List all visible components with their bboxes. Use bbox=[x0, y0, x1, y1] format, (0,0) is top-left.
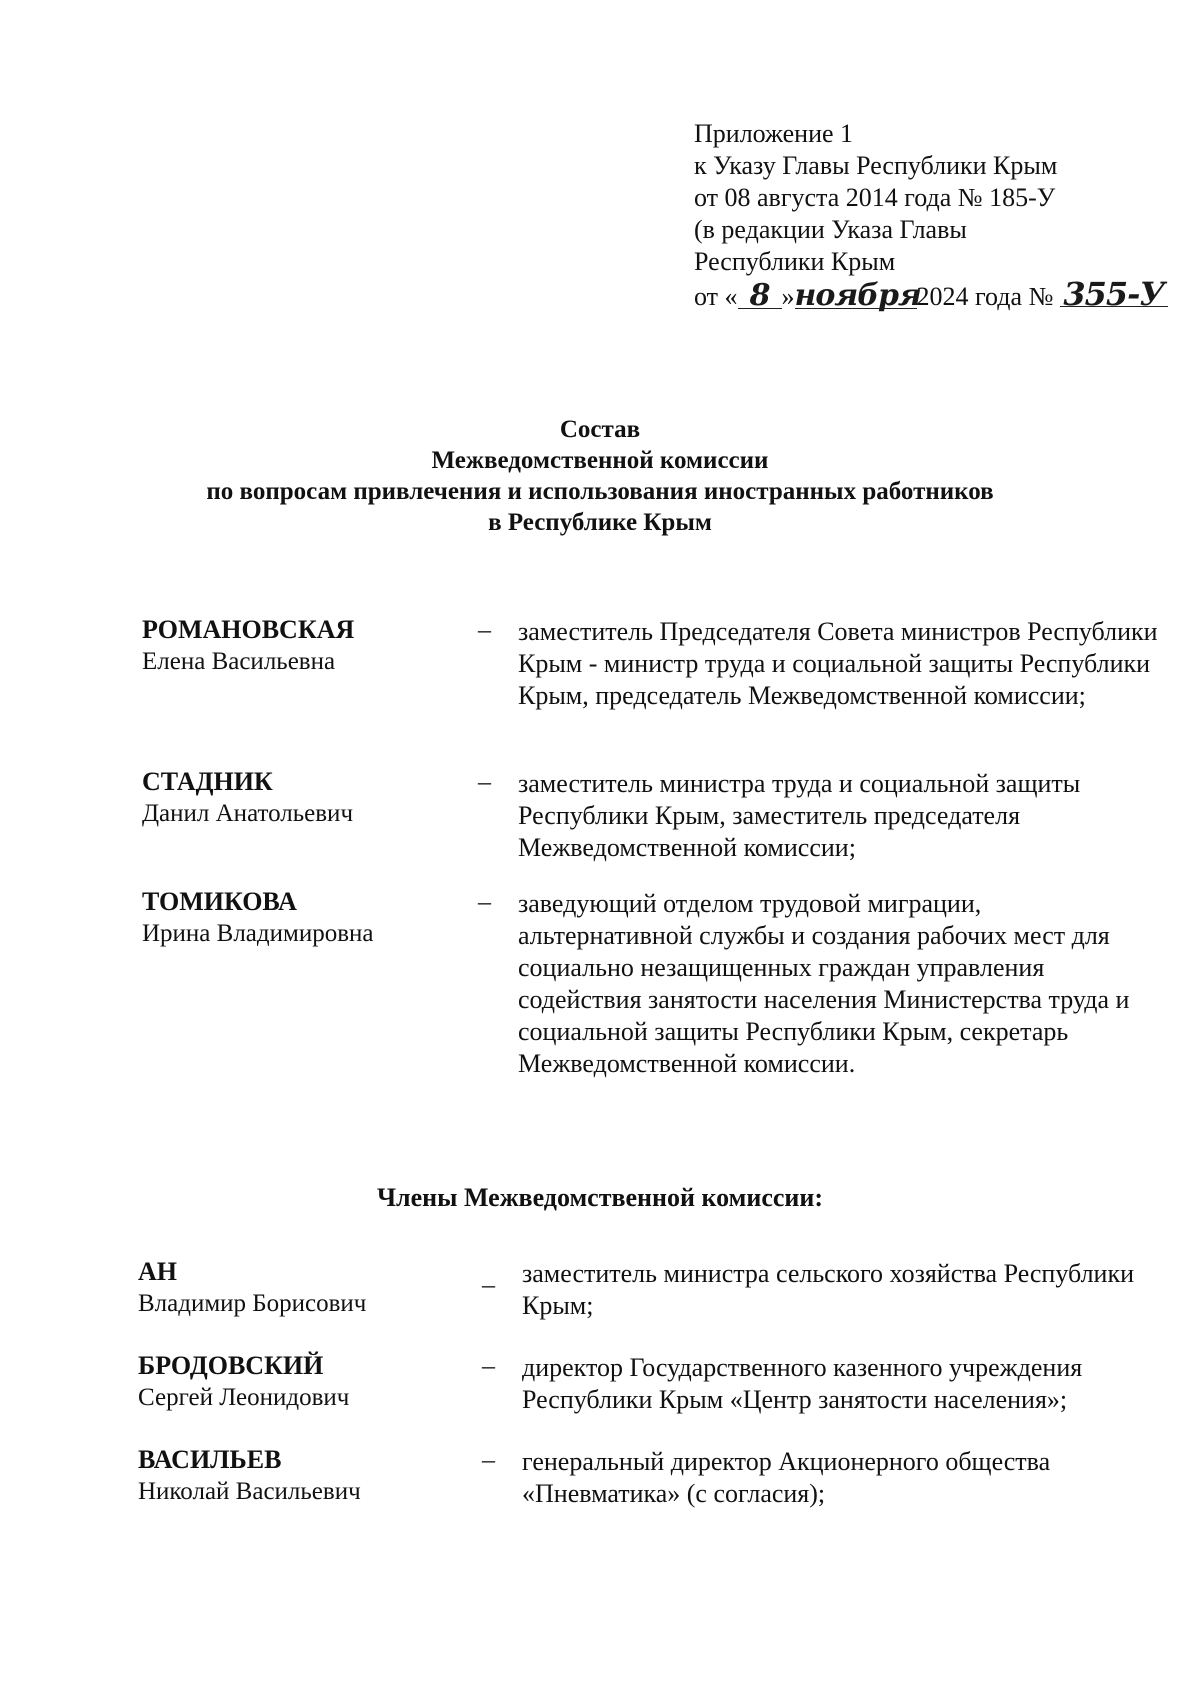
surname: ВАСИЛЬЕВ bbox=[138, 1445, 282, 1474]
dash: – bbox=[482, 1445, 495, 1474]
given-name: Данил Анатольевич bbox=[142, 800, 354, 827]
date-quote: » bbox=[781, 282, 795, 311]
appendix-header bbox=[694, 118, 1174, 313]
dash: – bbox=[482, 1351, 495, 1380]
handwritten-month: ноября bbox=[794, 278, 921, 313]
surname: АН bbox=[138, 1257, 177, 1286]
dash: – bbox=[478, 767, 491, 796]
position-description: директор Государственного казенного учреждения Республики Крым «Центр занятости населения»; bbox=[522, 1353, 1083, 1414]
handwritten-decree-number: 355-У bbox=[1060, 278, 1168, 310]
surname: СТАДНИК bbox=[142, 767, 273, 796]
given-name: Николай Васильевич bbox=[138, 1478, 361, 1505]
title-line: в Республике Крым bbox=[488, 509, 712, 536]
appendix-line: Приложение 1 bbox=[694, 119, 854, 148]
dash: – bbox=[478, 615, 491, 644]
surname: РОМАНОВСКАЯ bbox=[142, 615, 355, 644]
appendix-line: (в редакции Указа Главы bbox=[694, 215, 967, 244]
position-description: заместитель министра сельского хозяйства Республики Крым; bbox=[522, 1259, 1135, 1320]
dash: _ bbox=[482, 1261, 495, 1290]
position-description: заведующий отделом трудовой миграции, альтернативной службы и создания рабочих мест для социально незащищенных граждан управления содействия занятости населения Министерства труда и социальной защиты Республики Крым, секретарь Межведомственной комиссии. bbox=[518, 889, 1130, 1078]
position-description: заместитель Председателя Совета министров Республики Крым - министр труда и социальной защиты Республики Крым, председатель Межведомственной комиссии; bbox=[518, 617, 1158, 710]
members-heading: Члены Межведомственной комиссии: bbox=[376, 1183, 824, 1212]
appendix-line: к Указу Главы Республики Крым bbox=[694, 151, 1058, 180]
handwritten-day: 8 bbox=[738, 280, 782, 312]
date-suffix: 2024 года № bbox=[916, 282, 1054, 311]
surname: БРОДОВСКИЙ bbox=[138, 1351, 324, 1380]
given-name: Ирина Владимировна bbox=[142, 920, 374, 947]
given-name: Владимир Борисович bbox=[138, 1290, 367, 1317]
given-name: Сергей Леонидович bbox=[138, 1384, 350, 1411]
title-line: Состав bbox=[559, 416, 641, 443]
document-title bbox=[0, 414, 1200, 538]
appendix-date-line bbox=[694, 275, 1174, 313]
appendix-line: от 08 августа 2014 года № 185-У bbox=[694, 183, 1056, 212]
title-line: Межведомственной комиссии bbox=[431, 447, 769, 474]
given-name: Елена Васильевна bbox=[142, 648, 336, 675]
surname: ТОМИКОВА bbox=[142, 887, 297, 916]
title-line: по вопросам привлечения и использования иностранных работников bbox=[206, 478, 994, 505]
position-description: заместитель министра труда и социальной защиты Республики Крым, заместитель председателя Межведомственной комиссии; bbox=[518, 769, 1081, 862]
position-description: генеральный директор Акционерного общества «Пневматика» (с согласия); bbox=[522, 1447, 1051, 1508]
dash: – bbox=[478, 887, 491, 916]
appendix-line: Республики Крым bbox=[694, 247, 896, 276]
date-prefix: от « bbox=[694, 282, 738, 311]
